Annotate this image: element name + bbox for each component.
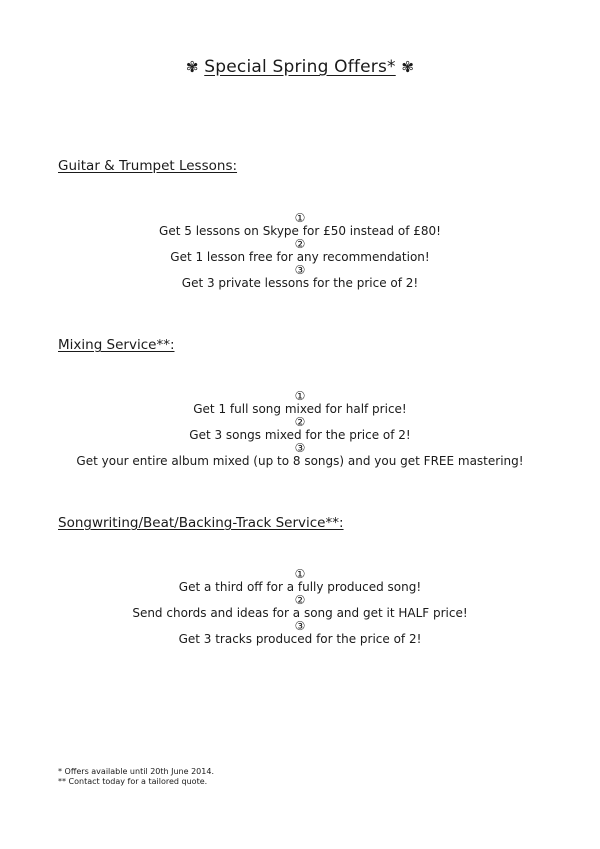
offer-item: Get 1 lesson free for any recommendation! xyxy=(170,250,430,264)
offer-marker: ② xyxy=(294,415,306,429)
page-title-text: Special Spring Offers* xyxy=(204,57,396,77)
offer-item: Get your entire album mixed (up to 8 songs) and you get FREE mastering! xyxy=(76,454,524,468)
offer-item: Get 1 full song mixed for half price! xyxy=(193,402,407,416)
offer-marker: ① xyxy=(294,389,306,403)
section-heading-mixing: Mixing Service**: xyxy=(58,337,175,353)
offer-item: Get 3 songs mixed for the price of 2! xyxy=(189,428,411,442)
offer-marker: ③ xyxy=(294,263,306,277)
offer-item: Send chords and ideas for a song and get it HALF price! xyxy=(132,606,468,620)
offer-marker: ② xyxy=(294,593,306,607)
section-heading-lessons: Guitar & Trumpet Lessons: xyxy=(58,158,238,174)
section-heading-songwriting: Songwriting/Beat/Backing-Track Service**: xyxy=(58,515,344,531)
page-title xyxy=(0,56,600,78)
offer-item: Get a third off for a fully produced song! xyxy=(178,580,422,594)
offer-marker: ③ xyxy=(294,619,306,633)
footnote-contact: ** Contact today for a tailored quote. xyxy=(58,777,208,786)
offer-item: Get 3 tracks produced for the price of 2! xyxy=(178,632,422,646)
offer-list-mixing xyxy=(0,390,600,468)
offer-item: Get 3 private lessons for the price of 2! xyxy=(181,276,419,290)
flower-ornament-left-icon: ✾ xyxy=(185,58,199,76)
offer-marker: ③ xyxy=(294,441,306,455)
footnote-offer-dates: * Offers available until 20th June 2014. xyxy=(58,767,214,776)
offer-list-songwriting xyxy=(0,568,600,646)
offer-marker: ① xyxy=(294,567,306,581)
offer-list-lessons xyxy=(0,212,600,290)
offer-item: Get 5 lessons on Skype for £50 instead of £80! xyxy=(159,224,441,238)
offer-marker: ② xyxy=(294,237,306,251)
flower-ornament-right-icon: ✾ xyxy=(401,58,415,76)
offer-marker: ① xyxy=(294,211,306,225)
footnotes xyxy=(58,767,214,787)
